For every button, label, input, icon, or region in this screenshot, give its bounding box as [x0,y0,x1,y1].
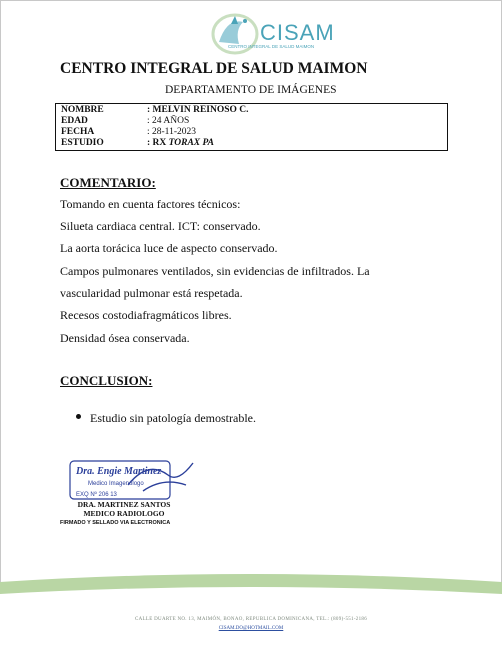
svg-text:Dra. Engie Martinez: Dra. Engie Martinez [76,466,162,477]
name-label: NOMBRE [61,105,104,115]
doctor-role: MEDICO RADIOLOGO [83,509,165,518]
age-label: EDAD [61,116,88,126]
conclusion-item: Estudio sin patología demostrable. [90,411,256,425]
svg-text:EXQ Nº 206 13: EXQ Nº 206 13 [76,492,117,498]
name-value: : MELVIN REINOSO C. [147,105,249,115]
footer-email[interactable]: CISAM.DO@HOTMAIL.COM [218,626,284,631]
age-value: : 24 AÑOS [147,116,190,126]
signature-note: FIRMADO Y SELLADO VIA ELECTRONICA [60,520,171,526]
comment-line: La aorta torácica luce de aspecto conservado. [60,241,278,255]
signature-stamp-icon [68,455,198,501]
logo-subtitle: CENTRO INTEGRAL DE SALUD MAIMON [228,44,315,49]
patient-info-box [55,103,448,151]
doctor-signature-block [74,500,174,518]
comment-line: Campos pulmonares ventilados, sin evidencias de infiltrados. La [60,264,370,278]
comment-line: vascularidad pulmonar está respetada. [60,286,243,300]
comment-heading: COMENTARIO: [60,175,156,190]
doctor-name: DRA. MARTINEZ SANTOS [77,500,171,509]
patient-study-row [61,138,214,148]
bullet-icon [76,414,81,419]
comment-line: Recesos costodiafragmáticos libres. [60,308,232,322]
svg-text:Medico Imagenólogo: Medico Imagenólogo [88,481,144,487]
document-title: CENTRO INTEGRAL DE SALUD MAIMON [60,60,368,77]
patient-date-row [61,127,196,137]
date-value: : 28-11-2023 [147,127,196,137]
patient-age-row [61,116,190,126]
footer-address: CALLE DUARTE NO. 13, MAIMÓN, BONAO, REPUBLICA DOMINICANA, TEL.: (809)-551-2186 [134,617,368,622]
study-value: : RX TORAX PA [147,138,214,148]
study-label: ESTUDIO [61,138,104,148]
date-label: FECHA [61,127,95,137]
logo-text: CISAM [260,20,335,45]
department-label: DEPARTAMENTO DE IMÁGENES [165,84,337,96]
footer-wave-decoration [0,572,502,647]
comment-line: Silueta cardiaca central. ICT: conservado. [60,219,261,233]
patient-name-row [61,105,249,115]
comment-line: Densidad ósea conservada. [60,331,190,345]
comment-line: Tomando en cuenta factores técnicos: [60,197,241,211]
conclusion-heading: CONCLUSION: [60,373,153,388]
